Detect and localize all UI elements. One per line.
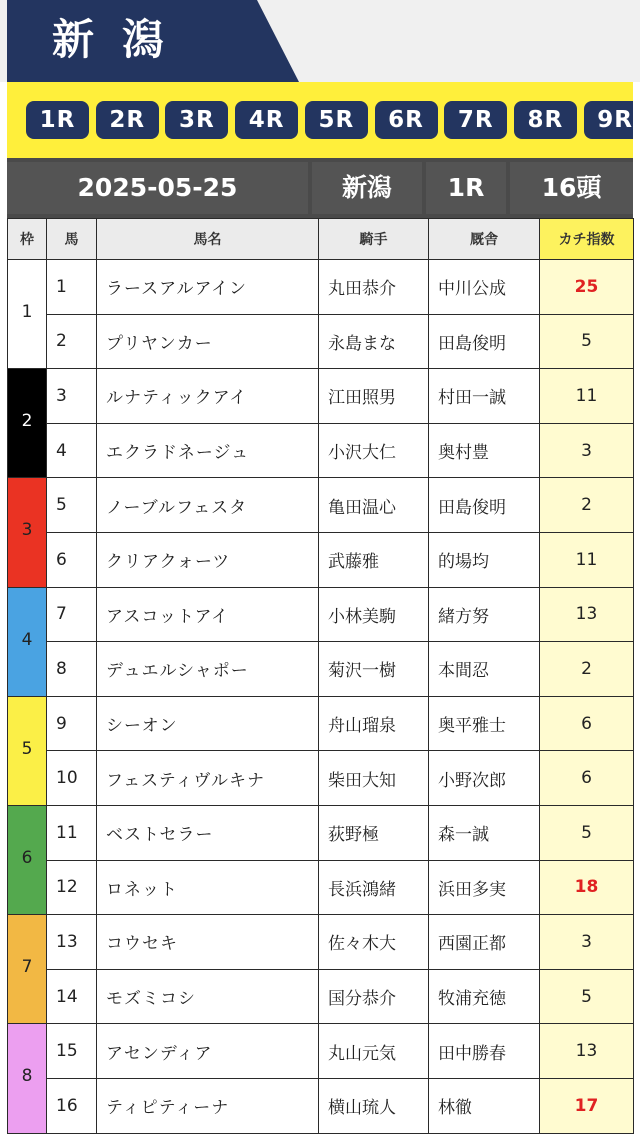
jockey-cell: 武藤雅 (319, 532, 429, 587)
table-body (8, 260, 634, 1134)
trainer-cell: 浜田多実 (429, 860, 540, 915)
race-tab-8[interactable]: 8R (514, 101, 577, 139)
race-info-bar (7, 158, 633, 218)
frame-number-cell: 3 (8, 478, 47, 587)
kachi-index-cell: 18 (540, 860, 634, 915)
table-row[interactable] (8, 696, 634, 751)
horse-name-cell: コウセキ (97, 915, 319, 970)
trainer-cell: 村田一誠 (429, 369, 540, 424)
trainer-cell: 田島俊明 (429, 314, 540, 369)
jockey-cell: 江田照男 (319, 369, 429, 424)
horse-name-cell: モズミコシ (97, 969, 319, 1024)
kachi-index-cell: 13 (540, 1024, 634, 1079)
horse-number-cell: 11 (47, 805, 97, 860)
race-tab-3[interactable]: 3R (165, 101, 228, 139)
race-tab-bar (7, 82, 633, 158)
horse-name-cell: アスコットアイ (97, 587, 319, 642)
frame-number-cell: 6 (8, 805, 47, 914)
horse-number-cell: 14 (47, 969, 97, 1024)
horse-number-cell: 13 (47, 915, 97, 970)
race-tab-9[interactable]: 9R (584, 101, 633, 139)
race-tab-4[interactable]: 4R (235, 101, 298, 139)
race-number: 1R (426, 162, 506, 214)
horse-number-cell: 4 (47, 423, 97, 478)
trainer-cell: 田島俊明 (429, 478, 540, 533)
jockey-cell: 亀田温心 (319, 478, 429, 533)
header-horse: 馬名 (97, 219, 319, 260)
horse-name-cell: フェスティヴルキナ (97, 751, 319, 806)
trainer-cell: 田中勝春 (429, 1024, 540, 1079)
horse-number-cell: 10 (47, 751, 97, 806)
horse-name-cell: ティピティーナ (97, 1078, 319, 1133)
kachi-index-cell: 6 (540, 751, 634, 806)
jockey-cell: 舟山瑠泉 (319, 696, 429, 751)
table-row[interactable] (8, 423, 634, 478)
horse-number-cell: 16 (47, 1078, 97, 1133)
table-row[interactable] (8, 369, 634, 424)
race-tab-1[interactable]: 1R (26, 101, 89, 139)
horse-name-cell: ルナティックアイ (97, 369, 319, 424)
table-row[interactable] (8, 314, 634, 369)
jockey-cell: 永島まな (319, 314, 429, 369)
table-row[interactable] (8, 587, 634, 642)
kachi-index-cell: 5 (540, 314, 634, 369)
table-row[interactable] (8, 1078, 634, 1133)
trainer-cell: 奥平雅士 (429, 696, 540, 751)
field-size: 16頭 (510, 162, 633, 214)
table-row[interactable] (8, 1024, 634, 1079)
trainer-cell: 奥村豊 (429, 423, 540, 478)
frame-number-cell: 4 (8, 587, 47, 696)
kachi-index-cell: 2 (540, 478, 634, 533)
horse-name-cell: デュエルシャポー (97, 642, 319, 697)
trainer-cell: 的場均 (429, 532, 540, 587)
kachi-index-cell: 5 (540, 805, 634, 860)
horse-number-cell: 9 (47, 696, 97, 751)
table-row[interactable] (8, 751, 634, 806)
horse-name-cell: クリアクォーツ (97, 532, 319, 587)
race-venue: 新潟 (312, 162, 422, 214)
horse-number-cell: 3 (47, 369, 97, 424)
horse-name-cell: エクラドネージュ (97, 423, 319, 478)
horse-number-cell: 15 (47, 1024, 97, 1079)
kachi-index-cell: 13 (540, 587, 634, 642)
header-index: カチ指数 (540, 219, 634, 260)
header-jockey: 騎手 (319, 219, 429, 260)
entries-table (7, 218, 634, 1134)
trainer-cell: 牧浦充徳 (429, 969, 540, 1024)
trainer-cell: 森一誠 (429, 805, 540, 860)
horse-number-cell: 2 (47, 314, 97, 369)
kachi-index-cell: 25 (540, 260, 634, 315)
table-row[interactable] (8, 532, 634, 587)
frame-number-cell: 5 (8, 696, 47, 805)
horse-number-cell: 12 (47, 860, 97, 915)
kachi-index-cell: 17 (540, 1078, 634, 1133)
jockey-cell: 小沢大仁 (319, 423, 429, 478)
kachi-index-cell: 6 (540, 696, 634, 751)
kachi-index-cell: 5 (540, 969, 634, 1024)
jockey-cell: 小林美駒 (319, 587, 429, 642)
horse-number-cell: 8 (47, 642, 97, 697)
jockey-cell: 菊沢一樹 (319, 642, 429, 697)
horse-name-cell: ロネット (97, 860, 319, 915)
horse-name-cell: ベストセラー (97, 805, 319, 860)
jockey-cell: 国分恭介 (319, 969, 429, 1024)
jockey-cell: 丸田恭介 (319, 260, 429, 315)
horse-name-cell: アセンディア (97, 1024, 319, 1079)
race-date: 2025-05-25 (7, 162, 308, 214)
table-row[interactable] (8, 805, 634, 860)
venue-banner (0, 0, 640, 82)
kachi-index-cell: 11 (540, 369, 634, 424)
jockey-cell: 柴田大知 (319, 751, 429, 806)
kachi-index-cell: 11 (540, 532, 634, 587)
table-row[interactable] (8, 969, 634, 1024)
horse-name-cell: プリヤンカー (97, 314, 319, 369)
table-row[interactable] (8, 860, 634, 915)
race-tab-2[interactable]: 2R (96, 101, 159, 139)
race-tab-7[interactable]: 7R (444, 101, 507, 139)
header-waku: 枠 (8, 219, 47, 260)
kachi-index-cell: 2 (540, 642, 634, 697)
trainer-cell: 緒方努 (429, 587, 540, 642)
header-umaban: 馬 (47, 219, 97, 260)
kachi-index-cell: 3 (540, 915, 634, 970)
horse-number-cell: 1 (47, 260, 97, 315)
table-row[interactable] (8, 260, 634, 315)
horse-number-cell: 6 (47, 532, 97, 587)
horse-name-cell: ラースアルアイン (97, 260, 319, 315)
frame-number-cell: 8 (8, 1024, 47, 1133)
horse-name-cell: ノーブルフェスタ (97, 478, 319, 533)
trainer-cell: 西園正都 (429, 915, 540, 970)
jockey-cell: 丸山元気 (319, 1024, 429, 1079)
frame-number-cell: 7 (8, 915, 47, 1024)
race-tab-6[interactable]: 6R (375, 101, 438, 139)
jockey-cell: 佐々木大 (319, 915, 429, 970)
trainer-cell: 林徹 (429, 1078, 540, 1133)
horse-name-cell: シーオン (97, 696, 319, 751)
jockey-cell: 荻野極 (319, 805, 429, 860)
race-tab-5[interactable]: 5R (305, 101, 368, 139)
trainer-cell: 本間忍 (429, 642, 540, 697)
frame-number-cell: 2 (8, 369, 47, 478)
jockey-cell: 長浜鴻緒 (319, 860, 429, 915)
kachi-index-cell: 3 (540, 423, 634, 478)
venue-title: 新潟 (52, 15, 193, 64)
horse-number-cell: 5 (47, 478, 97, 533)
trainer-cell: 小野次郎 (429, 751, 540, 806)
horse-number-cell: 7 (47, 587, 97, 642)
table-row[interactable] (8, 478, 634, 533)
trainer-cell: 中川公成 (429, 260, 540, 315)
header-trainer: 厩舎 (429, 219, 540, 260)
table-header-row (8, 219, 634, 260)
frame-number-cell: 1 (8, 260, 47, 369)
jockey-cell: 横山琉人 (319, 1078, 429, 1133)
table-row[interactable] (8, 915, 634, 970)
table-row[interactable] (8, 642, 634, 697)
